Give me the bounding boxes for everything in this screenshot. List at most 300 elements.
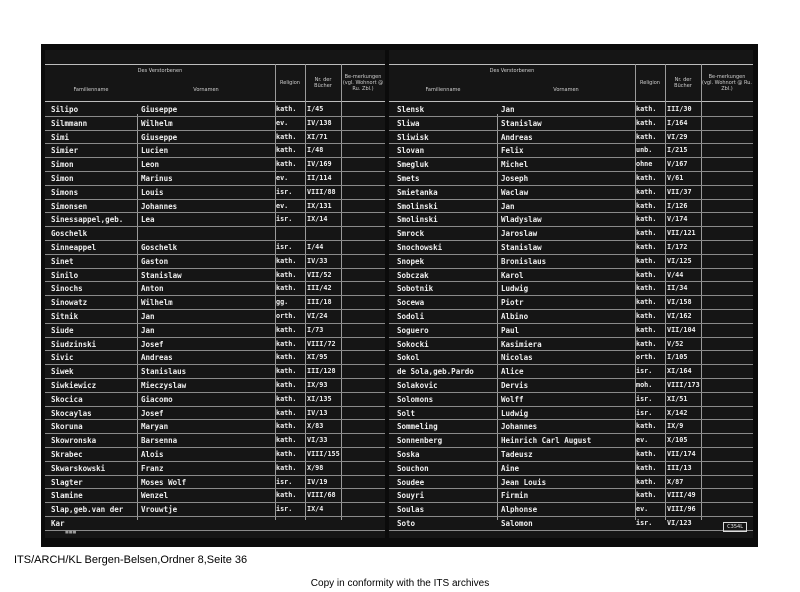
book-number-cell: III/18	[307, 298, 332, 307]
table-row	[389, 475, 753, 490]
religion-cell: kath.	[636, 174, 657, 182]
table-row	[389, 419, 753, 434]
family-name-cell: Sinessappel,geb.	[51, 215, 124, 225]
family-name-cell: Simier	[51, 146, 79, 156]
family-name-cell: Sinneappel	[51, 243, 97, 252]
religion-cell: isr.	[276, 477, 293, 486]
family-name-cell: Skoruna	[51, 422, 83, 432]
group-title: Des Verstorbenen	[137, 68, 183, 74]
family-name-cell: Sliwisk	[397, 132, 429, 142]
book-number-cell: VIII/96	[667, 505, 696, 514]
religion-cell: kath.	[276, 381, 297, 389]
col-family: Familienname	[73, 87, 109, 93]
family-name-cell: Sodoli	[397, 312, 425, 321]
table-row	[389, 392, 753, 407]
first-name-cell: Gaston	[141, 256, 169, 266]
first-name-cell: Felix	[501, 146, 524, 156]
book-number-cell: VIII/88	[307, 187, 336, 196]
family-name-cell: Solomons	[397, 394, 434, 404]
religion-cell	[276, 226, 305, 240]
religion-cell: ev.	[276, 174, 289, 182]
col-religion: Religion	[280, 80, 300, 86]
table-row	[389, 488, 753, 503]
table-row	[389, 350, 753, 365]
book-number-cell: XI/135	[307, 394, 332, 403]
table-row	[389, 130, 753, 145]
first-name-cell: Kasimiera	[501, 339, 542, 349]
left-table-header	[45, 64, 385, 102]
religion-cell: kath.	[276, 436, 297, 445]
table-row	[45, 281, 385, 296]
table-row	[389, 254, 753, 269]
book-number-cell: IV/138	[307, 118, 332, 127]
religion-cell: kath.	[636, 298, 657, 307]
book-number-cell: VIII/72	[307, 339, 336, 348]
table-row	[389, 171, 753, 186]
first-name-cell: Moses Wolf	[141, 477, 187, 487]
family-name-cell: Simon	[51, 174, 74, 183]
religion-cell: kath.	[276, 270, 297, 279]
family-name-cell: Solt	[397, 408, 416, 418]
religion-cell: ev.	[636, 436, 649, 445]
first-name-cell: Mieczyslaw	[141, 381, 187, 390]
religion-cell: kath.	[276, 491, 297, 500]
book-number-cell: V/52	[667, 339, 684, 348]
first-name-cell: Lea	[141, 215, 155, 225]
first-name-cell: Salomon	[501, 519, 533, 528]
religion-cell: isr.	[636, 367, 653, 376]
table-row	[45, 185, 385, 200]
table-row	[45, 157, 385, 172]
family-name-cell: Sobotnik	[397, 284, 434, 294]
col-remarks-sub: (vgl. Wohnort @ Ru. Zbl.)	[702, 80, 752, 92]
book-number-cell: I/172	[667, 243, 688, 251]
book-number-cell: V/61	[667, 174, 684, 182]
col-remarks	[701, 65, 753, 101]
table-row	[45, 502, 385, 517]
religion-cell: kath.	[636, 132, 657, 141]
first-name-cell: Waclaw	[501, 187, 529, 197]
family-name-cell: Slamine	[51, 491, 83, 501]
table-row	[45, 447, 385, 462]
print-note: ■■■	[65, 529, 77, 534]
first-name-cell: Piotr	[501, 298, 524, 308]
table-row	[45, 171, 385, 186]
family-name-cell: Goschelk	[51, 229, 88, 239]
family-name-cell: Soto	[397, 519, 416, 528]
col-remarks-label: Be-merkungen	[708, 74, 746, 80]
religion-cell: unb.	[636, 146, 653, 155]
religion-cell: kath.	[636, 450, 657, 458]
religion-cell: kath.	[276, 353, 297, 362]
family-name-cell: Sitnik	[51, 312, 79, 321]
book-number-cell: IX/14	[307, 215, 328, 224]
first-name-cell: Jan	[141, 325, 155, 335]
book-number-cell: X/98	[307, 463, 324, 472]
book-number-cell: I/126	[667, 201, 688, 210]
family-name-cell: Siudzinski	[51, 339, 97, 349]
book-number-cell: VII/104	[667, 325, 696, 334]
family-name-cell: Sinowatz	[51, 298, 88, 308]
table-row	[389, 281, 753, 296]
religion-cell: orth.	[636, 353, 657, 362]
family-name-cell: Souchon	[397, 463, 429, 473]
table-row	[389, 157, 753, 172]
table-row	[389, 337, 753, 352]
table-row	[389, 406, 753, 421]
book-number-cell: XI/71	[307, 132, 328, 141]
table-row	[45, 392, 385, 407]
first-name-cell: Johannes	[141, 201, 178, 211]
left-page	[45, 50, 385, 538]
first-name-cell: Jaroslaw	[501, 229, 538, 239]
table-row	[389, 199, 753, 214]
first-name-cell: Johannes	[501, 422, 538, 432]
table-row	[45, 116, 385, 131]
book-number-cell: VIII/49	[667, 491, 696, 500]
religion-cell: ev.	[276, 201, 289, 210]
book-number-cell: VIII/155	[307, 450, 340, 458]
first-name-cell: Karol	[501, 270, 524, 280]
religion-cell: isr.	[276, 505, 293, 514]
religion-cell: kath.	[636, 201, 657, 210]
book-number-cell: II/34	[667, 284, 688, 293]
religion-cell	[276, 516, 305, 530]
family-name-cell: Smietanka	[397, 187, 438, 197]
book-number-cell: VI/123	[667, 519, 692, 527]
book-number-cell: X/142	[667, 408, 688, 417]
first-name-cell: Stanislaw	[141, 270, 182, 280]
first-name-cell: Wladyslaw	[501, 215, 542, 225]
book-number-cell: III/13	[667, 463, 692, 472]
book-number-cell	[307, 516, 341, 530]
religion-cell: kath.	[636, 215, 657, 224]
table-row	[45, 240, 385, 255]
family-name-cell: Slensk	[397, 105, 425, 114]
book-number-cell: IV/169	[307, 160, 332, 169]
book-number-cell: IV/19	[307, 477, 328, 486]
family-name-cell: Sonnenberg	[397, 436, 443, 446]
first-name-cell: Michel	[501, 160, 529, 170]
table-row	[45, 364, 385, 379]
religion-cell: kath.	[276, 146, 297, 155]
religion-cell: kath.	[636, 256, 657, 265]
table-row	[45, 461, 385, 476]
family-name-cell: Smolinski	[397, 215, 438, 225]
family-name-cell: Soudee	[397, 477, 425, 487]
family-name-cell: Souyri	[397, 491, 425, 501]
book-number-cell: I/48	[307, 146, 324, 155]
table-row	[389, 447, 753, 462]
family-name-cell: Slovan	[397, 146, 425, 156]
book-number-cell: I/45	[307, 105, 324, 113]
family-name-cell: Simons	[51, 187, 79, 197]
book-number-cell: III/128	[307, 367, 336, 376]
book-number-cell: VI/29	[667, 132, 688, 141]
religion-cell: kath.	[636, 312, 657, 320]
book-number-cell: VII/121	[667, 229, 696, 238]
table-row	[45, 337, 385, 352]
book-number-cell: IX/4	[307, 505, 324, 514]
table-row	[389, 240, 753, 255]
first-name-cell: Leon	[141, 160, 160, 170]
col-family: Familienname	[425, 87, 461, 93]
first-name-cell: Giacomo	[141, 394, 173, 404]
col-remarks-label: Be-merkungen	[344, 74, 382, 80]
copy-notice: Copy in conformity with the ITS archives	[310, 578, 490, 589]
family-name-cell: de Sola,geb.Pardo	[397, 367, 474, 377]
book-number-cell: V/174	[667, 215, 688, 224]
table-row	[45, 295, 385, 310]
right-table-header	[389, 64, 753, 102]
book-number-cell: VI/158	[667, 298, 692, 307]
book-number-cell: I/44	[307, 243, 324, 251]
first-name-cell: Marinus	[141, 174, 173, 183]
religion-cell: kath.	[636, 243, 657, 251]
family-name-cell: Slap,geb.van der	[51, 505, 124, 515]
book-number-cell: VI/125	[667, 256, 692, 265]
religion-cell: kath.	[276, 463, 297, 472]
religion-cell: kath.	[636, 229, 657, 238]
first-name-cell: Franz	[141, 463, 164, 473]
religion-cell: kath.	[276, 105, 297, 113]
family-name-cell: Skrabec	[51, 450, 83, 459]
religion-cell: kath.	[636, 477, 657, 486]
family-name-cell: Siwek	[51, 367, 74, 377]
book-number-cell	[307, 226, 341, 240]
religion-cell: kath.	[636, 187, 657, 196]
religion-cell: kath.	[636, 463, 657, 472]
col-first: Vornamen	[553, 87, 579, 93]
religion-cell: ev.	[636, 505, 649, 514]
religion-cell: isr.	[276, 215, 293, 224]
first-name-cell: Alois	[141, 450, 164, 459]
book-number-cell: VI/24	[307, 312, 328, 320]
first-name-cell: Stanislaus	[141, 367, 187, 377]
first-name-cell: Alphonse	[501, 505, 538, 515]
first-name-cell: Louis	[141, 187, 164, 197]
book-number-cell: IV/13	[307, 408, 328, 417]
religion-cell: kath.	[276, 422, 297, 431]
table-row	[45, 406, 385, 421]
table-row	[389, 364, 753, 379]
religion-cell: kath.	[636, 325, 657, 334]
book-number-cell: I/105	[667, 353, 688, 362]
book-number-cell: I/215	[667, 146, 688, 155]
table-row	[45, 309, 385, 324]
table-row	[389, 268, 753, 283]
book-number-cell: VII/37	[667, 187, 692, 196]
religion-cell: kath.	[636, 422, 657, 431]
first-name-cell	[141, 226, 273, 240]
table-row	[45, 488, 385, 503]
table-row	[389, 378, 753, 393]
family-name-cell: Smegluk	[397, 160, 429, 170]
first-name-cell: Barsenna	[141, 436, 178, 446]
religion-cell: isr.	[276, 243, 293, 251]
first-name-cell	[141, 516, 273, 530]
col-book: Nr. der Bücher	[314, 77, 332, 89]
first-name-cell: Wilhelm	[141, 118, 173, 128]
first-name-cell: Andreas	[501, 132, 533, 142]
col-first: Vornamen	[193, 87, 219, 93]
first-name-cell: Jean Louis	[501, 477, 547, 487]
family-name-cell: Sivic	[51, 353, 74, 363]
first-name-cell: Josef	[141, 339, 164, 349]
first-name-cell: Nicolas	[501, 353, 533, 363]
table-row	[45, 378, 385, 393]
col-religion: Religion	[640, 80, 660, 86]
family-name-cell: Socewa	[397, 298, 425, 308]
table-row	[389, 212, 753, 227]
first-name-cell: Stanislaw	[501, 118, 542, 128]
family-name-cell: Snopek	[397, 256, 425, 266]
table-row	[389, 433, 753, 448]
first-name-cell: Paul	[501, 325, 520, 335]
book-number-cell: VII/174	[667, 450, 696, 458]
book-number-cell: X/87	[667, 477, 684, 486]
first-name-cell: Anton	[141, 284, 164, 294]
first-name-cell: Jan	[501, 105, 515, 114]
table-row	[45, 254, 385, 269]
religion-cell: kath.	[636, 339, 657, 348]
book-number-cell: IV/33	[307, 256, 328, 265]
book-number-cell: V/167	[667, 160, 688, 169]
religion-cell: isr.	[636, 519, 653, 527]
table-row	[45, 475, 385, 490]
religion-cell: kath.	[636, 105, 657, 113]
first-name-cell: Giuseppe	[141, 105, 178, 114]
book-number-cell: III/42	[307, 284, 332, 293]
table-row	[389, 143, 753, 158]
religion-cell: isr.	[636, 394, 653, 403]
family-name-cell: Skocica	[51, 394, 83, 404]
first-name-cell: Firmin	[501, 491, 529, 501]
book-number-cell: XI/164	[667, 367, 692, 376]
religion-cell: kath.	[276, 160, 297, 169]
first-name-cell: Wenzel	[141, 491, 169, 501]
book-number-cell: IX/9	[667, 422, 684, 431]
table-row	[389, 516, 753, 531]
religion-cell: kath.	[276, 325, 297, 334]
first-name-cell: Dervis	[501, 381, 529, 390]
religion-cell: isr.	[276, 187, 293, 196]
religion-cell: kath.	[276, 450, 297, 458]
first-name-cell: Wolff	[501, 394, 524, 404]
family-name-cell: Slagter	[51, 477, 83, 487]
first-name-cell: Stanislaw	[501, 243, 542, 252]
book-number-cell: XI/51	[667, 394, 688, 403]
table-row	[45, 419, 385, 434]
first-name-cell: Vrouwtje	[141, 505, 178, 515]
first-name-cell: Heinrich Carl August	[501, 436, 592, 446]
book-number-cell: IX/93	[307, 381, 328, 389]
table-row	[389, 295, 753, 310]
table-row	[389, 323, 753, 338]
religion-cell: moh.	[636, 381, 653, 389]
religion-cell: kath.	[276, 367, 297, 376]
first-name-cell: Albino	[501, 312, 529, 321]
family-name-cell: Sobczak	[397, 270, 429, 280]
religion-cell: ev.	[276, 118, 289, 127]
religion-cell: kath.	[636, 118, 657, 127]
table-row	[45, 143, 385, 158]
religion-cell: kath.	[636, 491, 657, 500]
table-row	[45, 268, 385, 283]
religion-cell: orth.	[276, 312, 297, 320]
family-name-cell: Snochowski	[397, 243, 443, 252]
book-number-cell: IX/131	[307, 201, 332, 210]
religion-cell: kath.	[276, 284, 297, 293]
family-name-cell: Smolinski	[397, 201, 438, 211]
table-row	[45, 433, 385, 448]
first-name-cell: Giuseppe	[141, 132, 178, 142]
table-row	[45, 199, 385, 214]
family-name-cell: Sokol	[397, 353, 420, 363]
first-name-cell: Alice	[501, 367, 524, 377]
first-name-cell: Ludwig	[501, 284, 529, 294]
scanned-document	[41, 44, 758, 547]
group-title: Des Verstorbenen	[489, 68, 535, 74]
family-name-cell: Solakovic	[397, 381, 438, 390]
first-name-cell: Jan	[501, 201, 515, 211]
religion-cell: kath.	[276, 132, 297, 141]
family-name-cell: Soulas	[397, 505, 425, 515]
first-name-cell: Bronislaus	[501, 256, 547, 266]
religion-cell: kath.	[276, 408, 297, 417]
family-name-cell: Soguero	[397, 325, 429, 335]
family-name-cell: Sommeling	[397, 422, 438, 432]
family-name-cell: Siude	[51, 325, 74, 335]
religion-cell: ohne	[636, 160, 653, 169]
table-row	[45, 350, 385, 365]
col-remarks	[341, 65, 385, 101]
first-name-cell: Lucien	[141, 146, 169, 156]
table-row	[389, 226, 753, 241]
book-number-cell: VI/162	[667, 312, 692, 320]
col-remarks-sub: (vgl. Wohnort @ Ru. Zbl.)	[342, 80, 384, 92]
family-name-cell: Simon	[51, 160, 74, 170]
family-name-cell: Simi	[51, 132, 70, 142]
book-number-cell: I/73	[307, 325, 324, 334]
table-row	[45, 226, 385, 241]
first-name-cell: Ludwig	[501, 408, 529, 418]
first-name-cell: Tadeusz	[501, 450, 533, 459]
religion-cell: kath.	[276, 394, 297, 403]
religion-cell: isr.	[636, 408, 653, 417]
table-row	[45, 323, 385, 338]
family-name-cell: Soska	[397, 450, 420, 459]
book-number-cell: XI/95	[307, 353, 328, 362]
religion-cell: kath.	[636, 270, 657, 279]
book-number-cell: X/105	[667, 436, 688, 445]
family-name-cell: Sinochs	[51, 284, 83, 294]
book-number-cell: III/30	[667, 105, 692, 113]
first-name-cell: Wilhelm	[141, 298, 173, 308]
family-name-cell: Skocaylas	[51, 408, 92, 418]
book-number-cell: II/114	[307, 174, 332, 182]
table-row	[389, 309, 753, 324]
book-number-cell: VIII/173	[667, 381, 700, 389]
table-row	[389, 185, 753, 200]
book-number-cell: V/44	[667, 270, 684, 279]
first-name-cell: Andreas	[141, 353, 173, 363]
first-name-cell: Goschelk	[141, 243, 178, 252]
book-number-cell: VI/33	[307, 436, 328, 445]
table-row	[389, 116, 753, 131]
religion-cell: kath.	[276, 256, 297, 265]
right-page	[389, 50, 753, 538]
